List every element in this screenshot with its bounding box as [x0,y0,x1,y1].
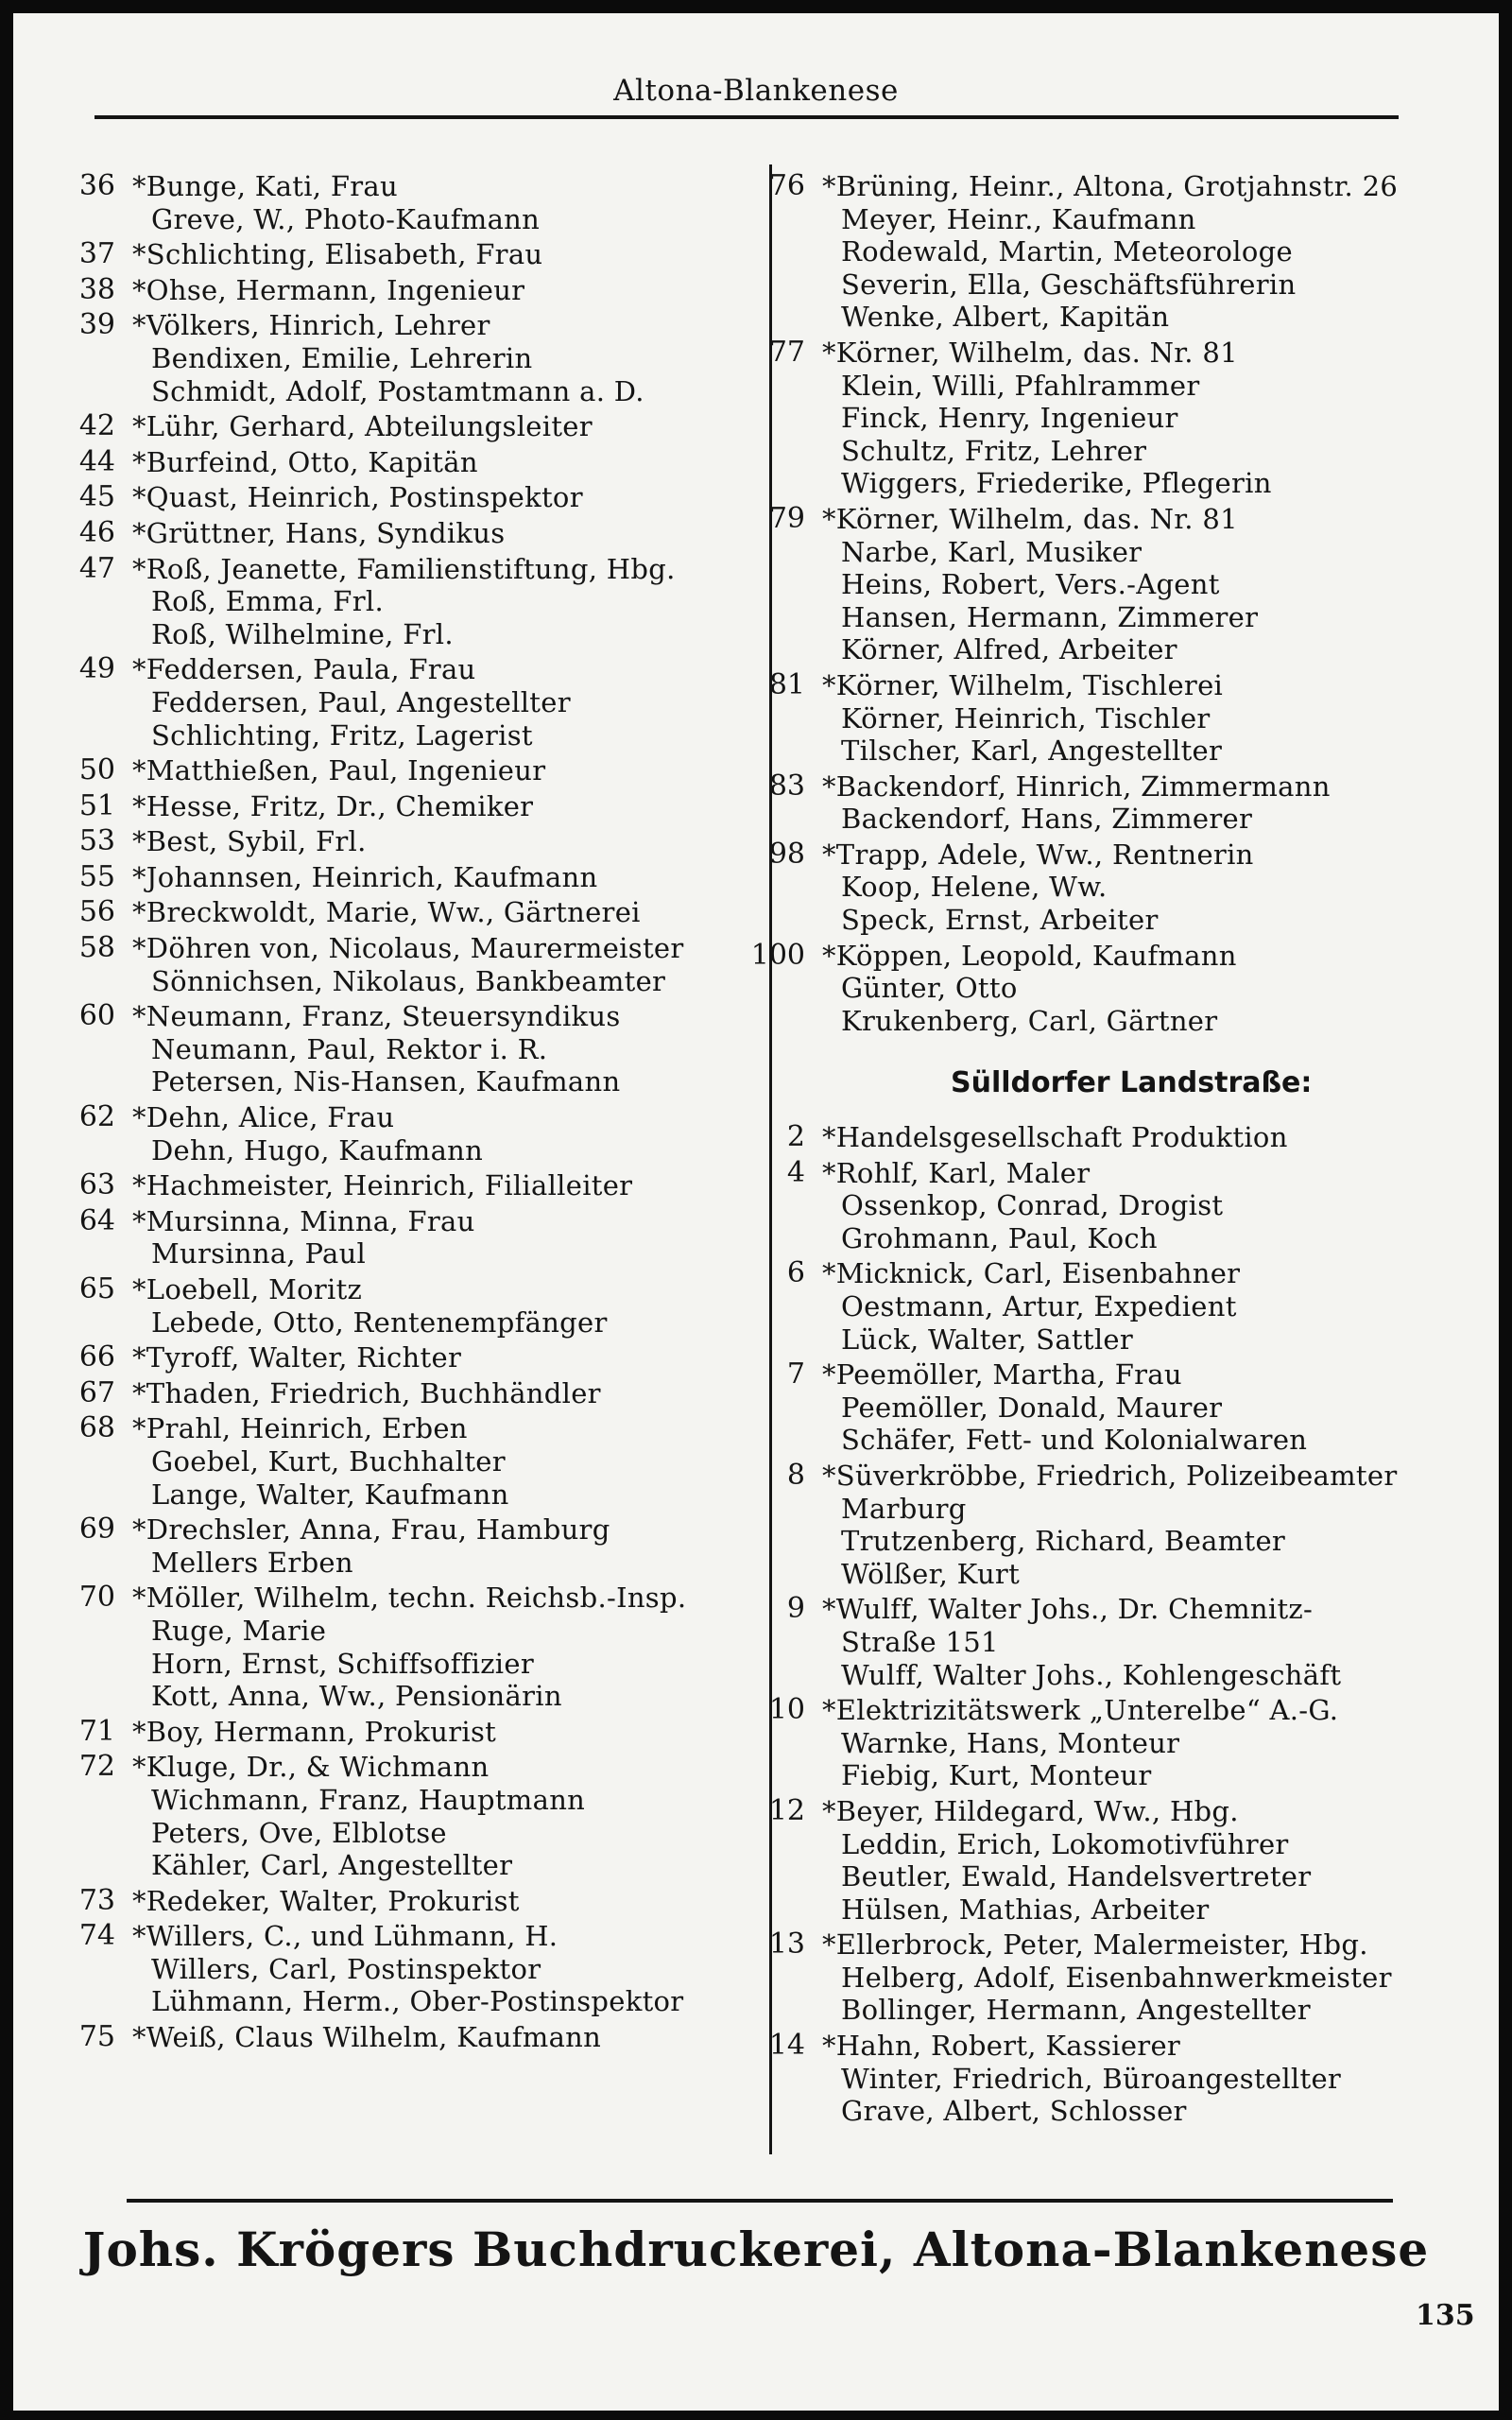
directory-entry [60,517,750,550]
directory-entry [60,1169,750,1202]
house-number: 44 [78,444,115,478]
house-number: 45 [78,480,115,514]
resident-line: Schultz, Fritz, Lehrer [841,434,1147,467]
directory-entry [60,1000,750,1098]
resident-line: Leddin, Erich, Lokomotivführer [841,1827,1289,1860]
house-number: 83 [768,769,805,803]
house-number: 69 [78,1512,115,1547]
owner-line: *Willers, C., und Lühmann, H. [132,1920,558,1953]
directory-entry [750,1358,1478,1457]
owner-line: *Hahn, Robert, Kassierer [822,2030,1181,2063]
owner-line: *Schlichting, Elisabeth, Frau [132,238,543,271]
house-number: 42 [78,409,115,443]
directory-entry [60,1920,750,2018]
house-number: 71 [78,1714,115,1748]
house-number: 68 [78,1411,115,1445]
running-head: Altona-Blankenese [613,74,899,108]
directory-entry [60,238,750,271]
directory-entry [750,940,1478,1038]
directory-entry [750,1460,1478,1590]
house-number: 100 [750,938,805,972]
resident-line: Ruge, Marie [151,1614,327,1647]
house-number: 65 [78,1272,115,1305]
header-rule [94,115,1399,119]
resident-line: Feddersen, Paul, Angestellter [151,685,571,718]
street-heading: Sülldorfer Landstraße: [951,1066,1313,1100]
house-number: 73 [78,1883,115,1917]
owner-line: *Feddersen, Paula, Frau [132,653,476,686]
owner-line: *Drechsler, Anna, Frau, Hamburg [132,1513,610,1547]
resident-line: Roß, Emma, Frl. [151,585,384,618]
owner-line: *Möller, Wilhelm, techn. Reichsb.-Insp. [132,1582,687,1615]
resident-line: Oestmann, Artur, Expedient [841,1290,1237,1322]
page-number: 135 [1416,2299,1475,2332]
owner-line: *Best, Sybil, Frl. [132,825,367,858]
directory-entry [60,309,750,407]
owner-line: *Hachmeister, Heinrich, Filialleiter [132,1169,633,1202]
directory-entry [750,1928,1478,2027]
house-number: 8 [786,1458,805,1492]
resident-line: Marburg [841,1492,967,1525]
house-number: 49 [78,652,115,686]
resident-line: Kott, Anna, Ww., Pensionärin [151,1680,562,1713]
resident-line: Tilscher, Karl, Angestellter [841,735,1223,768]
directory-entry [750,1694,1478,1792]
directory-entry [60,170,750,235]
resident-line: Severin, Ella, Geschäftsführerin [841,268,1297,301]
directory-entry [60,825,750,858]
owner-line: *Körner, Wilhelm, Tischlerei [822,668,1224,701]
resident-line: Schlichting, Fritz, Lagerist [151,718,533,752]
resident-line: Helberg, Adolf, Eisenbahnwerkmeister [841,1961,1392,1994]
house-number: 38 [78,272,115,306]
resident-line: Lange, Walter, Kaufmann [151,1478,509,1511]
directory-entry [60,1273,750,1339]
house-number: 51 [78,788,115,822]
resident-line: Willers, Carl, Postinspektor [151,1952,541,1985]
owner-line: *Hesse, Fritz, Dr., Chemiker [132,789,534,822]
house-number: 55 [78,859,115,893]
owner-line: *Peemöller, Martha, Frau [822,1358,1182,1392]
house-number: 81 [768,667,805,701]
owner-line: *Tyroff, Walter, Richter [132,1341,462,1374]
directory-entry [750,838,1478,937]
resident-line: Grave, Albert, Schlosser [841,2095,1187,2128]
house-number: 47 [78,551,115,585]
directory-entry [60,1885,750,1918]
resident-line: Körner, Heinrich, Tischler [841,701,1211,735]
resident-line: Lück, Walter, Sattler [841,1322,1134,1356]
resident-line: Wölßer, Kurt [841,1557,1021,1590]
directory-entry [60,754,750,787]
house-number: 62 [78,1100,115,1134]
owner-line: *Matthießen, Paul, Ingenieur [132,754,546,787]
house-number: 36 [78,169,115,202]
directory-entry [750,170,1478,334]
house-number: 66 [78,1340,115,1374]
owner-line: *Rohlf, Karl, Maler [822,1156,1091,1189]
owner-line: *Loebell, Moritz [132,1273,363,1305]
resident-line: Sönnichsen, Nikolaus, Bankbeamter [151,964,666,997]
directory-entry [60,274,750,307]
directory-entry [750,770,1478,836]
resident-line: Peters, Ove, Elblotse [151,1816,447,1849]
resident-line: Beutler, Ewald, Handelsvertreter [841,1860,1312,1893]
directory-entry [750,1121,1478,1154]
owner-line: *Lühr, Gerhard, Abteilungsleiter [132,410,593,443]
owner-line: *Redeker, Walter, Prokurist [132,1884,520,1917]
owner-line: *Boy, Hermann, Prokurist [132,1715,497,1748]
resident-line: Mellers Erben [151,1546,353,1579]
directory-entry [60,1101,750,1167]
owner-line: *Backendorf, Hinrich, Zimmermann [822,769,1331,803]
house-number: 2 [786,1120,805,1154]
directory-entry [60,1205,750,1270]
owner-line: *Handelsgesellschaft Produktion [822,1121,1288,1154]
owner-line: *Neumann, Franz, Steuersyndikus [132,1000,621,1033]
resident-line: Petersen, Nis-Hansen, Kaufmann [151,1065,621,1098]
house-number: 60 [78,999,115,1033]
house-number: 75 [78,2020,115,2054]
directory-entry [60,896,750,929]
directory-entry [60,410,750,443]
owner-line: *Brüning, Heinr., Altona, Grotjahnstr. 26 [822,170,1399,202]
house-number: 56 [78,895,115,929]
directory-entry [60,553,750,651]
house-number: 6 [786,1256,805,1290]
owner-line: *Ohse, Hermann, Ingenieur [132,273,525,306]
owner-line: *Süverkröbbe, Friedrich, Polizeibeamter [822,1459,1398,1492]
directory-entry [60,481,750,514]
resident-line: Dehn, Hugo, Kaufmann [151,1133,484,1167]
directory-entry [750,1157,1478,1255]
resident-line: Schmidt, Adolf, Postamtmann a. D. [151,374,644,407]
house-number: 63 [78,1168,115,1202]
owner-line: *Kluge, Dr., & Wichmann [132,1751,490,1784]
resident-line: Körner, Alfred, Arbeiter [841,633,1177,666]
resident-line: Meyer, Heinr., Kaufmann [841,202,1196,235]
directory-entry [60,1751,750,1881]
resident-line: Wenke, Albert, Kapitän [841,301,1170,334]
owner-line: *Völkers, Hinrich, Lehrer [132,309,490,342]
house-number: 39 [78,308,115,342]
owner-line: *Beyer, Hildegard, Ww., Hbg. [822,1794,1239,1827]
owner-line: *Dehn, Alice, Frau [132,1101,395,1134]
resident-line: Straße 151 [841,1625,999,1658]
resident-line: Neumann, Paul, Rektor i. R. [151,1032,548,1065]
resident-line: Grohmann, Paul, Koch [841,1221,1158,1254]
directory-entry [750,1795,1478,1926]
directory-entry [750,2030,1478,2128]
resident-line: Wichmann, Franz, Hauptmann [151,1783,586,1816]
house-number: 64 [78,1203,115,1237]
house-number: 50 [78,753,115,787]
directory-entry [60,1377,750,1410]
owner-line: *Elektrizitätswerk „Unterelbe“ A.-G. [822,1694,1339,1727]
owner-line: *Johannsen, Heinrich, Kaufmann [132,860,598,893]
footer-rule [127,2199,1393,2203]
house-number: 77 [768,335,805,369]
house-number: 9 [786,1592,805,1626]
house-number: 53 [78,824,115,858]
resident-line: Fiebig, Kurt, Monteur [841,1759,1152,1792]
directory-entry [60,1716,750,1749]
house-number: 67 [78,1375,115,1409]
directory-page [13,13,1499,2411]
owner-line: *Körner, Wilhelm, das. Nr. 81 [822,502,1238,535]
owner-line: *Weiß, Claus Wilhelm, Kaufmann [132,2021,602,2054]
resident-line: Goebel, Kurt, Buchhalter [151,1444,506,1478]
house-number: 79 [768,501,805,535]
resident-line: Kähler, Carl, Angestellter [151,1849,513,1882]
resident-line: Horn, Ernst, Schiffsoffizier [151,1647,534,1680]
directory-entry [750,1257,1478,1356]
resident-line: Warnke, Hans, Monteur [841,1726,1180,1759]
owner-line: *Köppen, Leopold, Kaufmann [822,939,1237,972]
resident-line: Backendorf, Hans, Zimmerer [841,803,1253,836]
directory-entry [60,1513,750,1579]
house-number: 70 [78,1581,115,1615]
directory-entry [750,669,1478,768]
owner-line: *Ellerbrock, Peter, Malermeister, Hbg. [822,1928,1368,1962]
left-column [60,170,750,2057]
printer-advertisement: Johs. Krögers Buchdruckerei, Altona-Blankenese [82,2221,1430,2277]
resident-line: Peemöller, Donald, Maurer [841,1391,1223,1424]
directory-entry [750,503,1478,666]
resident-line: Günter, Otto [841,972,1018,1005]
house-number: 76 [768,169,805,202]
resident-line: Klein, Willi, Pfahlrammer [841,369,1200,402]
directory-entry [60,653,750,752]
resident-line: Schäfer, Fett- und Kolonialwaren [841,1424,1308,1457]
owner-line: *Grüttner, Hans, Syndikus [132,516,506,549]
directory-entry [750,1593,1478,1691]
owner-line: *Prahl, Heinrich, Erben [132,1412,468,1445]
owner-line: *Roß, Jeanette, Familienstiftung, Hbg. [132,552,676,585]
owner-line: *Burfeind, Otto, Kapitän [132,445,478,478]
resident-line: Rodewald, Martin, Meteorologe [841,235,1293,268]
house-number: 46 [78,515,115,549]
resident-line: Finck, Henry, Ingenieur [841,402,1178,435]
directory-entry [60,1341,750,1374]
house-number: 13 [768,1927,805,1962]
house-number: 37 [78,237,115,271]
house-number: 58 [78,931,115,965]
house-number: 98 [768,837,805,871]
owner-line: *Mursinna, Minna, Frau [132,1204,475,1237]
resident-line: Trutzenberg, Richard, Beamter [841,1525,1286,1558]
house-number: 10 [768,1693,805,1727]
owner-line: *Bunge, Kati, Frau [132,170,398,202]
directory-entry [60,1412,750,1511]
owner-line: *Körner, Wilhelm, das. Nr. 81 [822,336,1238,369]
directory-entry [60,446,750,479]
resident-line: Ossenkop, Conrad, Drogist [841,1189,1224,1222]
resident-line: Speck, Ernst, Arbeiter [841,904,1159,937]
owner-line: *Quast, Heinrich, Postinspektor [132,481,583,514]
resident-line: Lühmann, Herm., Ober-Postinspektor [151,1985,684,2018]
directory-entry [60,861,750,894]
directory-entry [60,932,750,997]
directory-entry [60,2021,750,2054]
directory-entry [60,790,750,823]
resident-line: Bendixen, Emilie, Lehrerin [151,341,533,374]
resident-line: Koop, Helene, Ww. [841,871,1108,904]
owner-line: *Trapp, Adele, Ww., Rentnerin [822,838,1254,871]
resident-line: Hülsen, Mathias, Arbeiter [841,1893,1210,1926]
resident-line: Winter, Friedrich, Büroangestellter [841,2062,1342,2095]
owner-line: *Thaden, Friedrich, Buchhändler [132,1376,601,1409]
owner-line: *Döhren von, Nicolaus, Maurermeister [132,932,684,965]
house-number: 14 [768,2029,805,2063]
resident-line: Heins, Robert, Vers.-Agent [841,568,1220,601]
house-number: 74 [78,1919,115,1953]
owner-line: *Breckwoldt, Marie, Ww., Gärtnerei [132,896,641,929]
right-column [750,170,1478,2131]
resident-line: Narbe, Karl, Musiker [841,535,1143,568]
directory-entry [60,1582,750,1712]
house-number: 4 [786,1155,805,1189]
house-number: 12 [768,1793,805,1827]
directory-entry [750,337,1478,500]
resident-line: Lebede, Otto, Rentenempfänger [151,1305,608,1339]
resident-line: Wulff, Walter Johs., Kohlengeschäft [841,1658,1342,1691]
resident-line: Hansen, Hermann, Zimmerer [841,600,1259,633]
house-number: 72 [78,1750,115,1784]
resident-line: Greve, W., Photo-Kaufmann [151,202,541,235]
resident-line: Bollinger, Hermann, Angestellter [841,1994,1311,2027]
resident-line: Mursinna, Paul [151,1237,367,1270]
resident-line: Roß, Wilhelmine, Frl. [151,617,454,650]
owner-line: *Micknick, Carl, Eisenbahner [822,1257,1241,1290]
resident-line: Wiggers, Friederike, Pflegerin [841,467,1272,500]
house-number: 7 [786,1357,805,1392]
owner-line: *Wulff, Walter Johs., Dr. Chemnitz- [822,1593,1314,1626]
resident-line: Krukenberg, Carl, Gärtner [841,1004,1218,1037]
